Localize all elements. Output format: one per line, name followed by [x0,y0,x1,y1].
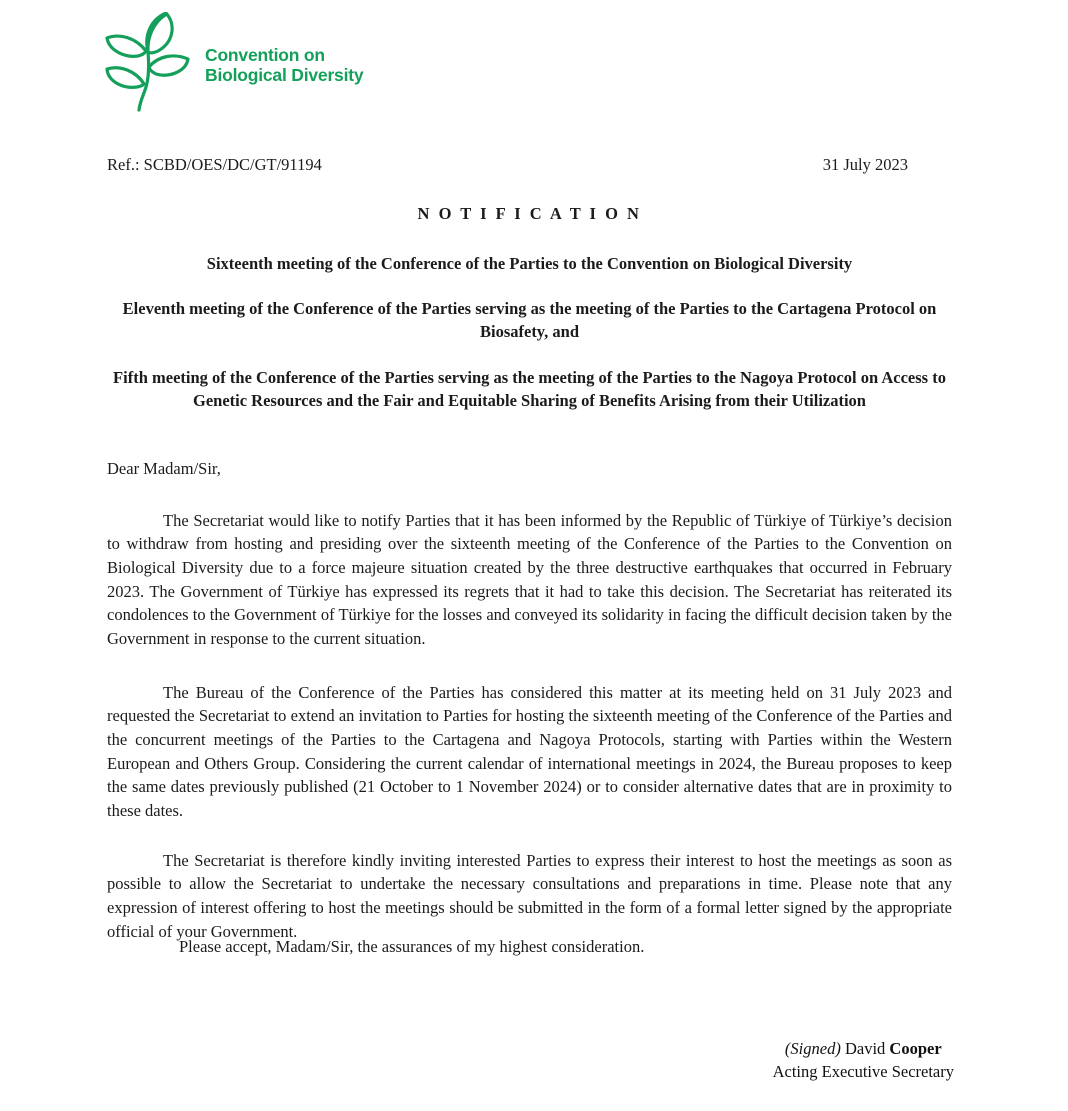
salutation: Dear Madam/Sir, [107,459,221,478]
signer-first-name: David [840,1039,890,1058]
signature-line [773,1037,954,1060]
notification-title: N O T I F I C A T I O N [417,204,642,223]
signer-role: Acting Executive Secretary [772,1062,954,1081]
body-paragraph-2: The Bureau of the Conference of the Parties has considered this matter at its meeting held on 31 July 2023 and requested the Secretariat to extend an invitation to Parties for hosting the sixteenth meeting of the Conference of the Parties and the concurrent meetings of the Parties to the Cartagena and Nagoya Protocols, starting with Parties within the Western European and Others Group. Considering the current calendar of international meetings in 2024, the Bureau proposes to keep the same dates previously published (21 October to 1 November 2024) or to consider alternative dates that are in proximity to these dates. [107,682,952,821]
logo-wordmark-line2: Biological Diversity [205,64,364,85]
letter-date: 31 July 2023 [822,155,908,174]
cbd-plant-sprig-icon [104,12,190,112]
signed-label: (Signed) [784,1039,841,1058]
logo-wordmark [205,46,363,85]
subject-heading-cop16: Sixteenth meeting of the Conference of the Parties to the Convention on Biological Diversity [206,254,853,273]
signature-block [773,1037,954,1083]
logo-wordmark-line1: Convention on [205,45,325,65]
subject-heading-cartagena: Eleventh meeting of the Conference of the Parties serving as the meeting of the Parties to the Cartagena Protocol on Biosafety, and [122,299,937,341]
body-paragraph-3: The Secretariat is therefore kindly inviting interested Parties to express their interest to host the meetings as soon as possible to allow the Secretariat to undertake the necessary consultations and preparations in time. Please note that any expression of interest offering to host the meetings should be submitted in the form of a formal letter signed by the appropriate official of your Government. [107,850,952,941]
signer-last-name: Cooper [889,1039,942,1058]
reference-row [107,155,952,175]
reference-number: Ref.: SCBD/OES/DC/GT/91194 [107,155,322,174]
closing-line: Please accept, Madam/Sir, the assurances of my highest consideration. [179,937,645,956]
subject-heading-nagoya: Fifth meeting of the Conference of the Parties serving as the meeting of the Parties to the Nagoya Protocol on Access to Genetic Resources and the Fair and Equitable Sharing of Benefits Arising from their Utilization [113,368,946,410]
body-paragraph-1: The Secretariat would like to notify Parties that it has been informed by the Republic of Türkiye of Türkiye’s decision to withdraw from hosting and presiding over the sixteenth meeting of the Conference of the Parties to the Convention on Biological Diversity due to a force majeure situation created by the three destructive earthquakes that occurred in February 2023. The Government of Türkiye has expressed its regrets that it had to take this decision. The Secretariat has reiterated its condolences to the Government of Türkiye for the losses and conveyed its solidarity in facing the difficult decision taken by the Government in response to the current situation. [107,510,952,649]
